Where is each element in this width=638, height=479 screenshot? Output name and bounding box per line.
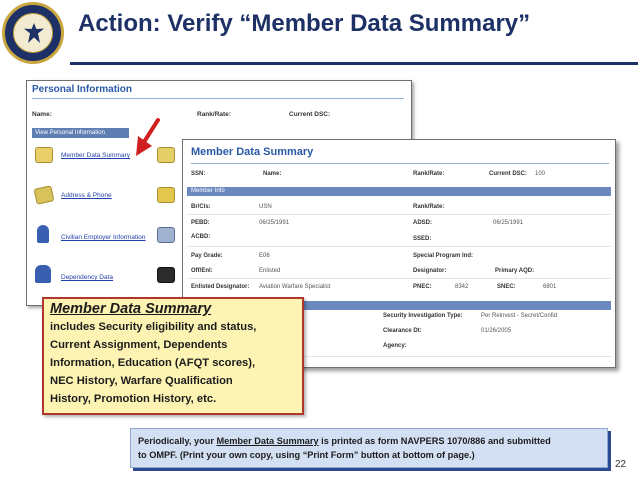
member-data-summary-title: Member Data Summary	[191, 146, 314, 158]
note-prefix: Periodically, your	[138, 436, 217, 446]
br-cls-label: Br/Cls:	[191, 204, 211, 210]
pnec-label: PNEC:	[413, 284, 432, 290]
clearance-date-label: Clearance Dt:	[383, 328, 422, 334]
current-dsc-label: Current DSC:	[289, 111, 331, 118]
row-divider	[187, 246, 611, 247]
snec-label: SNEC:	[497, 284, 516, 290]
note-line-2: to OMPF. (Print your own copy, using “Print Form” button at bottom of page.)	[138, 450, 475, 460]
view-personal-information-header: View Personal Information	[32, 128, 129, 138]
title-divider	[70, 62, 638, 65]
callout-line: NEC History, Warfare Qualification	[50, 375, 233, 387]
security-investigation-type-value: Per Reinvest - Secret/Confid	[481, 313, 558, 319]
pebd-label: PEBD:	[191, 220, 210, 226]
title-rule	[32, 98, 404, 99]
note-suffix: is printed as form NAVPERS 1070/886 and submitted	[318, 436, 551, 446]
dependency-data-link[interactable]: Dependency Data	[61, 274, 114, 281]
pnec-value: 8342	[455, 284, 469, 290]
callout-line: Information, Education (AFQT scores),	[50, 357, 256, 369]
current-dsc-value: 100	[535, 171, 546, 177]
person-icon	[37, 225, 49, 243]
callout-line: includes Security eligibility and status,	[50, 321, 257, 333]
security-investigation-type-label: Security Investigation Type:	[383, 313, 463, 319]
member-data-summary-callout	[42, 297, 304, 415]
member-data-summary-link[interactable]: Member Data Summary	[61, 152, 130, 159]
enlisted-designator-label: Enlisted Designator:	[191, 284, 250, 290]
family-icon	[35, 265, 51, 283]
acbd-label: ACBD:	[191, 234, 211, 240]
note-member-data-summary: Member Data Summary	[216, 436, 319, 446]
certificate-icon	[157, 187, 175, 203]
current-dsc-label: Current DSC:	[489, 171, 528, 177]
address-phone-link[interactable]: Address & Phone	[61, 192, 112, 199]
document-icon	[35, 147, 53, 163]
pebd-value: 06/25/1991	[259, 220, 290, 226]
rank-rate-label: Rank/Rate:	[413, 171, 445, 177]
snec-value: 6801	[543, 284, 557, 290]
page-number: 22	[615, 459, 627, 470]
name-label: Name:	[263, 171, 282, 177]
adsd-value: 06/25/1991	[493, 220, 524, 226]
rank-rate-label: Rank/Rate:	[197, 111, 231, 118]
row-divider	[187, 214, 611, 215]
callout-line: History, Promotion History, etc.	[50, 393, 217, 405]
id-card-icon	[157, 227, 175, 243]
enlisted-designator-value: Aviation Warfare Specialist	[259, 284, 331, 290]
name-label: Name:	[32, 111, 52, 118]
red-arrow-icon	[134, 118, 162, 158]
agency-label: Agency:	[383, 343, 407, 349]
designator-label: Designator:	[413, 268, 447, 274]
primary-aqd-label: Primary AQD:	[495, 268, 535, 274]
special-program-label: Special Program Ind:	[413, 253, 474, 259]
off-enl-label: Off/Enl:	[191, 268, 213, 274]
briefcase-icon	[157, 267, 175, 283]
member-info-section-header: Member Info	[187, 187, 611, 196]
clearance-date-value: 01/26/2005	[481, 328, 512, 334]
callout-line: Current Assignment, Dependents	[50, 339, 228, 351]
civilian-employer-link[interactable]: Civilian Employer Information	[61, 234, 146, 241]
title-rule	[191, 163, 609, 164]
note-line-1	[138, 434, 600, 448]
pay-grade-value: E06	[259, 253, 270, 259]
rank-rate-field-label: Rank/Rate:	[413, 204, 445, 210]
us-navy-seal-icon	[2, 2, 64, 64]
pay-grade-label: Pay Grade:	[191, 253, 223, 259]
seal-center	[13, 13, 53, 53]
print-note-box	[130, 428, 608, 468]
row-divider	[187, 278, 611, 279]
off-enl-value: Enlisted	[259, 268, 281, 274]
address-card-icon	[34, 185, 55, 204]
slide-title: Action: Verify “Member Data Summary”	[78, 10, 531, 37]
br-cls-value: USN	[259, 204, 272, 210]
personal-information-title: Personal Information	[32, 84, 133, 95]
callout-heading: Member Data Summary	[50, 301, 212, 317]
adsd-label: ADSD:	[413, 220, 432, 226]
eagle-icon	[24, 23, 44, 43]
ssed-label: SSED:	[413, 236, 432, 242]
ssn-label: SSN:	[191, 171, 206, 177]
